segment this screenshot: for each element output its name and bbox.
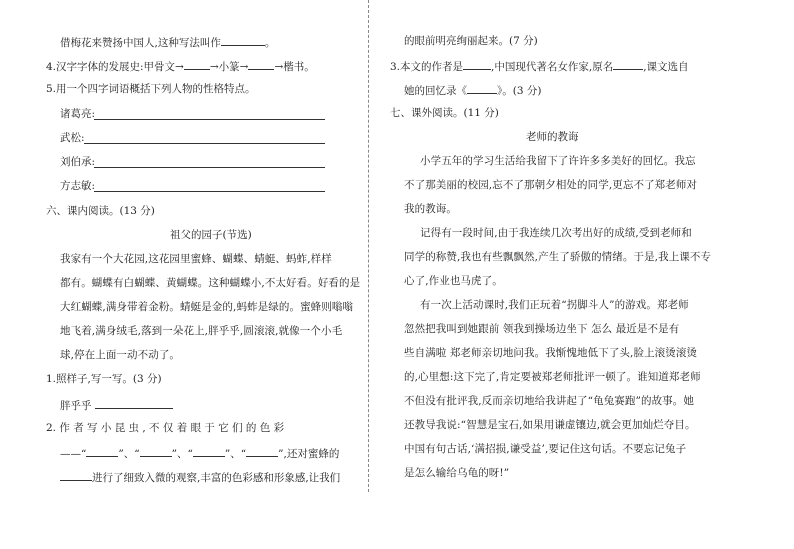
question-5: 5.用一个四字词语概括下列人物的性格特点。: [46, 83, 256, 95]
answer-line[interactable]: [84, 143, 325, 144]
passage-line: 还教导我说:“智慧是宝石,如果用谦虚镶边,就会更加灿烂夺目。: [404, 419, 696, 431]
answer-blank[interactable]: [248, 59, 274, 70]
question-3: 3.本文的作者是 ,中国现代著名女作家,原名 ,课文选自: [390, 61, 689, 73]
section-7-heading: 七、课外阅读。(11 分): [390, 107, 499, 119]
column-divider: [368, 0, 369, 492]
answer-blank[interactable]: [140, 446, 172, 457]
passage-line: 地飞着,满身绒毛,落到一朵花上,胖乎乎,圆滚滚,就像一个小毛: [60, 325, 343, 337]
question-3-continued: 她的回忆录《 》。(3 分): [404, 85, 542, 97]
answer-blank[interactable]: [86, 446, 118, 457]
answer-blank[interactable]: [193, 446, 225, 457]
person-label: 武松:: [60, 132, 85, 144]
question-4: 4.汉字字体的发展史:甲骨文→ →小篆→ →楷书。: [46, 61, 315, 73]
left-top-line: 借梅花来赞扬中国人,这种写法叫作 。: [60, 37, 276, 49]
passage-line: 我家有一个大花园,这花园里蜜蜂、蝴蝶、蜻蜓、蚂蚱,样样: [60, 253, 332, 265]
passage-line: 同学的称赞,我也有些飘飘然,产生了骄傲的情绪。于是,我上课不专: [404, 251, 712, 263]
answer-blank[interactable]: [221, 35, 265, 46]
passage-line: 的,心里想:这下完了,肯定要被郑老师批评一顿了。谁知道郑老师: [404, 371, 701, 383]
passage-title: 祖父的园子(节选): [170, 229, 252, 241]
passage-line: 中国有句古话,‘满招损,谦受益’,要记住这句话。不要忘记兔子: [404, 443, 687, 455]
question-1: 1.照样子,写一写。(3 分): [46, 373, 162, 385]
passage-line: 不但没有批评我,反而亲切地给我讲起了“龟兔赛跑”的故事。她: [404, 395, 694, 407]
section-6-heading: 六、课内阅读。(13 分): [46, 205, 155, 217]
answer-blank[interactable]: [463, 59, 491, 70]
answer-line[interactable]: [94, 167, 325, 168]
passage-line: 都有。蝴蝶有白蝴蝶、黄蝴蝶。这种蝴蝶小,不太好看。好看的是: [60, 277, 361, 289]
passage-line: 不了那美丽的校园,忘不了那朝夕相处的同学,更忘不了郑老师对: [404, 179, 698, 191]
question-2-continued: 进行了细致入微的观察,丰富的色彩感和形象感,让我们: [60, 470, 340, 485]
person-label: 方志敏:: [60, 180, 96, 192]
passage-line: 大红蝴蝶,满身带着金粉。蜻蜓是金的,蚂蚱是绿的。蜜蜂则嗡嗡: [60, 301, 354, 313]
passage-line: 我的教诲。: [404, 203, 457, 215]
passage-line: 忽然把我叫到她跟前 领我到操场边坐下 怎么 最近是不是有: [404, 323, 680, 335]
answer-line[interactable]: [94, 119, 325, 120]
person-label: 刘伯承:: [60, 156, 96, 168]
answer-blank[interactable]: [60, 470, 92, 481]
passage-line: 小学五年的学习生活给我留下了许许多多美好的回忆。我忘: [420, 155, 696, 167]
question-2: 2. 作 者 写 小 昆 虫 , 不 仅 着 眼 于 它 们 的 色 彩: [46, 422, 285, 434]
answer-blank[interactable]: [467, 83, 497, 94]
passage-line: 是怎么输给乌龟的呀!”: [404, 467, 510, 479]
person-label: 诸葛亮:: [60, 108, 96, 120]
answer-blank[interactable]: [613, 59, 643, 70]
passage-title: 老师的教诲: [526, 131, 579, 143]
answer-blank[interactable]: [95, 398, 173, 409]
passage-line: 心了,作业也马虎了。: [404, 275, 503, 287]
answer-blank[interactable]: [184, 59, 210, 70]
example-word: 胖乎乎: [60, 398, 173, 413]
right-top-line: 的眼前明亮绚丽起来。(7 分): [404, 35, 538, 47]
passage-line: 有一次上活动课时,我们正玩着“拐脚斗人”的游戏。郑老师: [420, 299, 689, 311]
passage-line: 球,停在上面一动不动了。: [60, 349, 181, 361]
passage-line: 些自满啦 郑老师亲切地问我。我惭愧地低下了头,脸上滚烫滚烫: [404, 347, 698, 359]
question-2-blanks: ——“ ”、“ ”、“ ”、“ ”,还对蜜蜂的: [60, 448, 340, 460]
answer-line[interactable]: [94, 191, 325, 192]
passage-line: 记得有一段时间,由于我连续几次考出好的成绩,受到老师和: [420, 227, 692, 239]
answer-blank[interactable]: [246, 446, 278, 457]
